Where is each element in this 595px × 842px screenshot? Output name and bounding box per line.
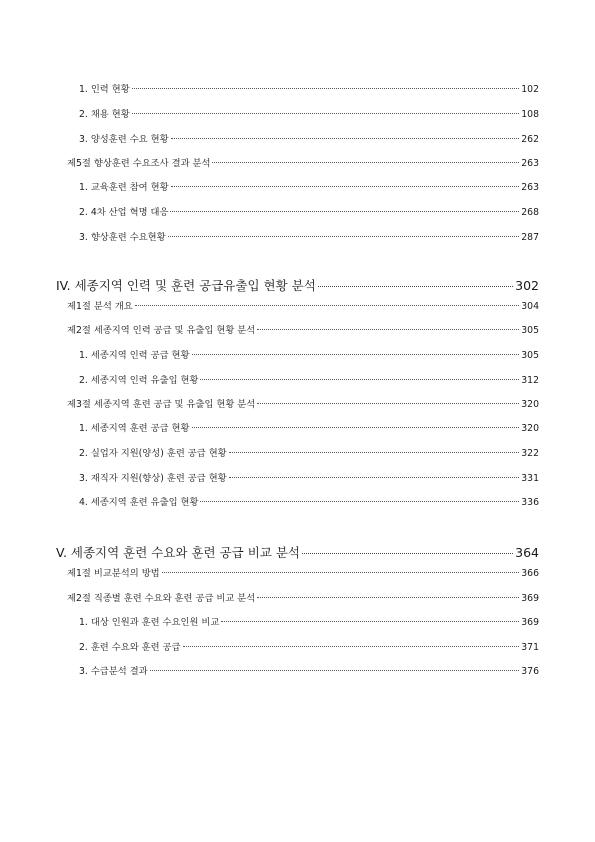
toc-entry-page: 320 bbox=[521, 399, 539, 410]
toc-entry-title: 제2절 세종지역 인력 공급 및 유출입 현황 분석 bbox=[67, 325, 256, 336]
toc-entry-page: 102 bbox=[521, 84, 539, 95]
dot-leader bbox=[183, 646, 520, 647]
toc-entry-page: 371 bbox=[521, 642, 539, 653]
toc-entry-page: 108 bbox=[521, 109, 539, 120]
dot-leader bbox=[200, 501, 519, 502]
toc-section-entry[interactable] bbox=[67, 592, 539, 605]
toc-entry[interactable] bbox=[79, 616, 539, 629]
toc-entry-page: 312 bbox=[521, 375, 539, 386]
toc-entry[interactable] bbox=[79, 108, 539, 121]
toc-entry-page: 304 bbox=[521, 301, 539, 312]
toc-entry-title: 1. 세종지역 훈련 공급 현황 bbox=[79, 423, 190, 434]
dot-leader bbox=[150, 670, 520, 671]
toc-entry[interactable] bbox=[79, 422, 539, 435]
toc-entry-page: 263 bbox=[521, 182, 539, 193]
dot-leader bbox=[229, 477, 520, 478]
toc-entry-title: 2. 실업자 지원(양성) 훈련 공급 현황 bbox=[79, 448, 227, 459]
toc-entry[interactable] bbox=[79, 641, 539, 654]
toc-section-entry[interactable] bbox=[67, 324, 539, 337]
dot-leader bbox=[257, 329, 519, 330]
toc-entry-page: 322 bbox=[521, 448, 539, 459]
dot-leader bbox=[132, 113, 520, 114]
toc-entry-page: 263 bbox=[521, 158, 539, 169]
toc-entry[interactable] bbox=[79, 447, 539, 460]
toc-entry-title: 제3절 세종지역 훈련 공급 및 유출입 현황 분석 bbox=[67, 399, 256, 410]
toc-entry-page: 364 bbox=[515, 545, 539, 560]
dot-leader bbox=[229, 452, 520, 453]
toc-entry-page: 336 bbox=[521, 497, 539, 508]
toc-entry-page: 320 bbox=[521, 423, 539, 434]
dot-leader bbox=[212, 162, 519, 163]
toc-entry-title: 1. 인력 현황 bbox=[79, 84, 130, 95]
toc-section-entry[interactable] bbox=[67, 567, 539, 580]
toc-entry-page: 287 bbox=[521, 232, 539, 243]
toc-entry[interactable] bbox=[79, 374, 539, 387]
toc-entry-page: 305 bbox=[521, 350, 539, 361]
toc-entry-title: 2. 세종지역 인력 유출입 현황 bbox=[79, 375, 199, 386]
toc-entry-page: 331 bbox=[521, 473, 539, 484]
toc-entry[interactable] bbox=[79, 206, 539, 219]
dot-leader bbox=[132, 88, 520, 89]
toc-entry-title: 3. 수급분석 결과 bbox=[79, 666, 148, 677]
toc-entry-page: 305 bbox=[521, 325, 539, 336]
toc-entry-page: 369 bbox=[521, 617, 539, 628]
toc-entry-page: 262 bbox=[521, 134, 539, 145]
dot-leader bbox=[302, 553, 513, 554]
toc-entry[interactable] bbox=[79, 133, 539, 146]
toc-entry-title: IV. 세종지역 인력 및 훈련 공급유출입 현황 분석 bbox=[56, 278, 316, 293]
dot-leader bbox=[168, 236, 520, 237]
dot-leader bbox=[162, 572, 520, 573]
toc-entry-title: 3. 재직자 지원(향상) 훈련 공급 현황 bbox=[79, 473, 227, 484]
toc-entry-page: 302 bbox=[515, 278, 539, 293]
dot-leader bbox=[192, 427, 520, 428]
toc-entry[interactable] bbox=[79, 231, 539, 244]
toc-entry[interactable] bbox=[79, 181, 539, 194]
toc-entry-page: 369 bbox=[521, 593, 539, 604]
toc-entry[interactable] bbox=[79, 496, 539, 509]
toc-section-entry[interactable] bbox=[67, 398, 539, 411]
toc-entry-title: 제5절 향상훈련 수요조사 결과 분석 bbox=[67, 158, 211, 169]
toc-entry-title: 4. 세종지역 훈련 유출입 현황 bbox=[79, 497, 199, 508]
toc-entry-title: 2. 4차 산업 혁명 대응 bbox=[79, 207, 169, 218]
dot-leader bbox=[135, 305, 520, 306]
toc-entry-title: 제2절 직종별 훈련 수요와 훈련 공급 비교 분석 bbox=[67, 593, 256, 604]
toc-entry[interactable] bbox=[79, 472, 539, 485]
dot-leader bbox=[171, 186, 520, 187]
toc-entry[interactable] bbox=[79, 83, 539, 96]
toc-entry[interactable] bbox=[79, 665, 539, 678]
dot-leader bbox=[170, 211, 519, 212]
toc-entry-title: 1. 세종지역 인력 공급 현황 bbox=[79, 350, 190, 361]
toc-chapter-entry[interactable] bbox=[56, 545, 539, 561]
toc-section-entry[interactable] bbox=[67, 157, 539, 170]
dot-leader bbox=[318, 286, 513, 287]
toc-entry-title: 1. 대상 인원과 훈련 수요인원 비교 bbox=[79, 617, 220, 628]
toc-entry-title: 제1절 비교분석의 방법 bbox=[67, 568, 160, 579]
dot-leader bbox=[221, 621, 519, 622]
toc-entry-title: 2. 채용 현황 bbox=[79, 109, 130, 120]
toc-entry-title: 3. 향상훈련 수요현황 bbox=[79, 232, 166, 243]
toc-entry-title: V. 세종지역 훈련 수요와 훈련 공급 비교 분석 bbox=[56, 545, 301, 560]
toc-entry-page: 268 bbox=[521, 207, 539, 218]
dot-leader bbox=[192, 354, 520, 355]
toc-entry-title: 3. 양성훈련 수요 현황 bbox=[79, 134, 169, 145]
toc-entry-title: 제1절 분석 개요 bbox=[67, 301, 133, 312]
dot-leader bbox=[171, 138, 520, 139]
toc-entry-title: 1. 교육훈련 참여 현황 bbox=[79, 182, 169, 193]
dot-leader bbox=[257, 597, 519, 598]
toc-section-entry[interactable] bbox=[67, 300, 539, 313]
toc-chapter-entry[interactable] bbox=[56, 278, 539, 294]
toc-entry[interactable] bbox=[79, 349, 539, 362]
toc-entry-title: 2. 훈련 수요와 훈련 공급 bbox=[79, 642, 181, 653]
dot-leader bbox=[257, 403, 519, 404]
dot-leader bbox=[200, 379, 519, 380]
toc-entry-page: 376 bbox=[521, 666, 539, 677]
toc-entry-page: 366 bbox=[521, 568, 539, 579]
